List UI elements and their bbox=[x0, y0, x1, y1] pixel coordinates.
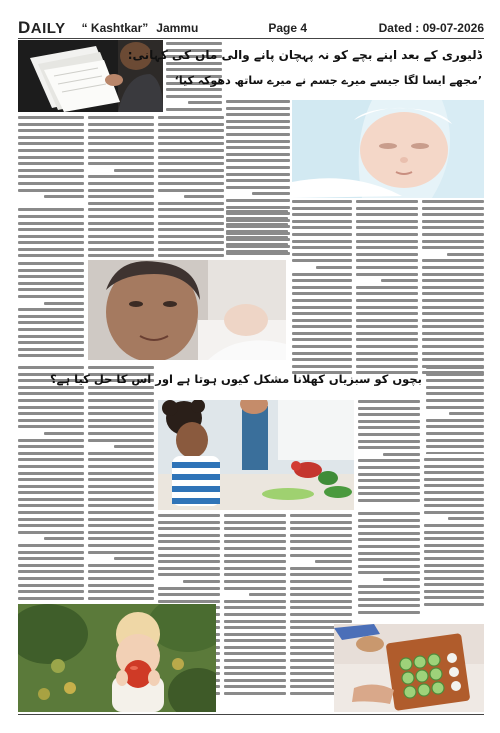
text-column bbox=[292, 200, 352, 375]
text-column bbox=[358, 512, 420, 622]
page-number: Page 4 bbox=[268, 21, 308, 35]
photo-newborn-baby bbox=[292, 100, 484, 198]
text-column bbox=[426, 366, 484, 454]
text-column bbox=[424, 458, 484, 618]
text-column bbox=[226, 210, 288, 258]
photo-child-eating-tomato bbox=[18, 604, 216, 712]
photo-cucumber-slices bbox=[334, 624, 484, 712]
text-column bbox=[18, 262, 84, 358]
article1-subheadline: ’مجھے ایسا لگا جیسے میرے جسم نے میرے ساتھ دھوکہ کیا‘ bbox=[174, 74, 482, 87]
text-column bbox=[88, 366, 154, 602]
page-bottom-rule bbox=[18, 714, 484, 715]
text-column bbox=[358, 400, 420, 508]
issue-date: Dated : 09-07-2026 bbox=[378, 21, 484, 35]
masthead bbox=[18, 18, 484, 38]
text-column bbox=[18, 116, 84, 259]
text-column bbox=[88, 116, 154, 259]
article1-headline: ڈلیوری کے بعد اپنے بچے کو نہ پہچان پانے والی ماں کی کہانی: bbox=[127, 48, 482, 62]
masthead-rule bbox=[18, 38, 484, 39]
edition-city: Jammu bbox=[156, 21, 199, 35]
text-column bbox=[158, 116, 224, 259]
text-column bbox=[18, 366, 84, 602]
text-column bbox=[356, 200, 418, 375]
masthead-daily: DAILY bbox=[18, 18, 66, 37]
photo-mother-portrait bbox=[88, 260, 286, 360]
text-column bbox=[224, 514, 286, 710]
text-column bbox=[424, 622, 484, 624]
newspaper-name: “ Kashtkar” bbox=[81, 21, 149, 35]
photo-child-with-vegetables bbox=[158, 400, 354, 510]
text-column bbox=[422, 200, 484, 375]
article2-headline: بچوں کو سبزیاں کھلانا مشکل کیوں ہوتا ہے اور اس کا حل کیا ہے؟ bbox=[49, 372, 422, 386]
